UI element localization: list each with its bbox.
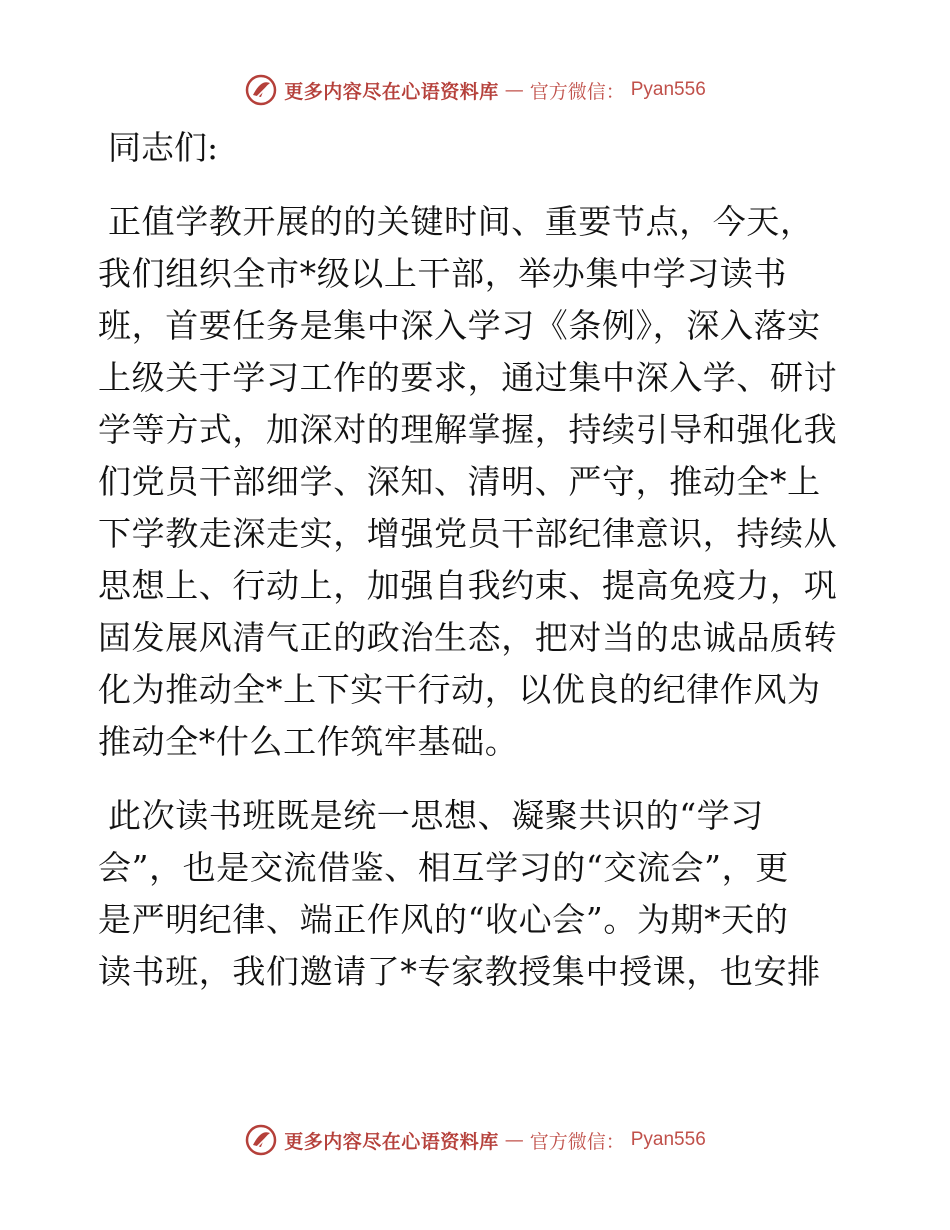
text-line: 化为推动全*上下实干行动，以优良的纪律作风为 — [98, 670, 821, 709]
watermark-contact-label: 官方微信： — [529, 1130, 625, 1153]
text-line: 上级关于学习工作的要求，通过集中深入学、研讨 — [98, 358, 838, 397]
watermark-separator: — — [504, 79, 524, 101]
watermark-separator: — — [504, 1129, 524, 1151]
watermark-contact-id: Pyan556 — [630, 79, 706, 100]
paragraph-2 — [98, 790, 850, 998]
watermark-brand-text: 更多内容尽在心语资料库 — [284, 1130, 499, 1153]
text-line: 推动全*什么工作筑牢基础。 — [98, 722, 519, 761]
text-line: 下学教走深走实，增强党员干部纪律意识，持续从 — [98, 514, 838, 553]
salutation: 同志们: — [108, 128, 219, 167]
watermark-contact-id: Pyan556 — [630, 1129, 706, 1150]
text-line: 们党员干部细学、深知、清明、严守，推动全*上 — [98, 462, 821, 501]
text-line: 班，首要任务是集中深入学习《条例》，深入落实 — [98, 306, 821, 345]
document-body — [98, 122, 850, 1020]
paragraph-1 — [98, 196, 850, 768]
watermark-brand-text: 更多内容尽在心语资料库 — [284, 80, 499, 103]
text-line: 读书班，我们邀请了*专家教授集中授课，也安排 — [98, 952, 821, 991]
text-line: 是严明纪律、端正作风的“收心会”。为期*天的 — [98, 900, 789, 939]
text-line: 此次读书班既是统一思想、凝聚共识的“学习 — [108, 796, 764, 835]
text-line: 我们组织全市*级以上干部，举办集中学习读书 — [98, 254, 788, 293]
watermark-contact-label: 官方微信： — [529, 80, 625, 103]
text-line: 正值学教开展的的关键时间、重要节点，今天， — [108, 202, 814, 241]
brand-logo-icon — [244, 1123, 278, 1157]
text-line: 固发展风清气正的政治生态，把对当的忠诚品质转 — [98, 618, 838, 657]
footer-watermark — [0, 1120, 950, 1160]
text-line: 会”，也是交流借鉴、相互学习的“交流会”，更 — [98, 848, 789, 887]
header-watermark — [0, 70, 950, 110]
text-line: 学等方式，加深对的理解掌握，持续引导和强化我 — [98, 410, 838, 449]
text-line: 思想上、行动上，加强自我约束、提高免疫力，巩 — [98, 566, 838, 605]
brand-logo-icon — [244, 73, 278, 107]
